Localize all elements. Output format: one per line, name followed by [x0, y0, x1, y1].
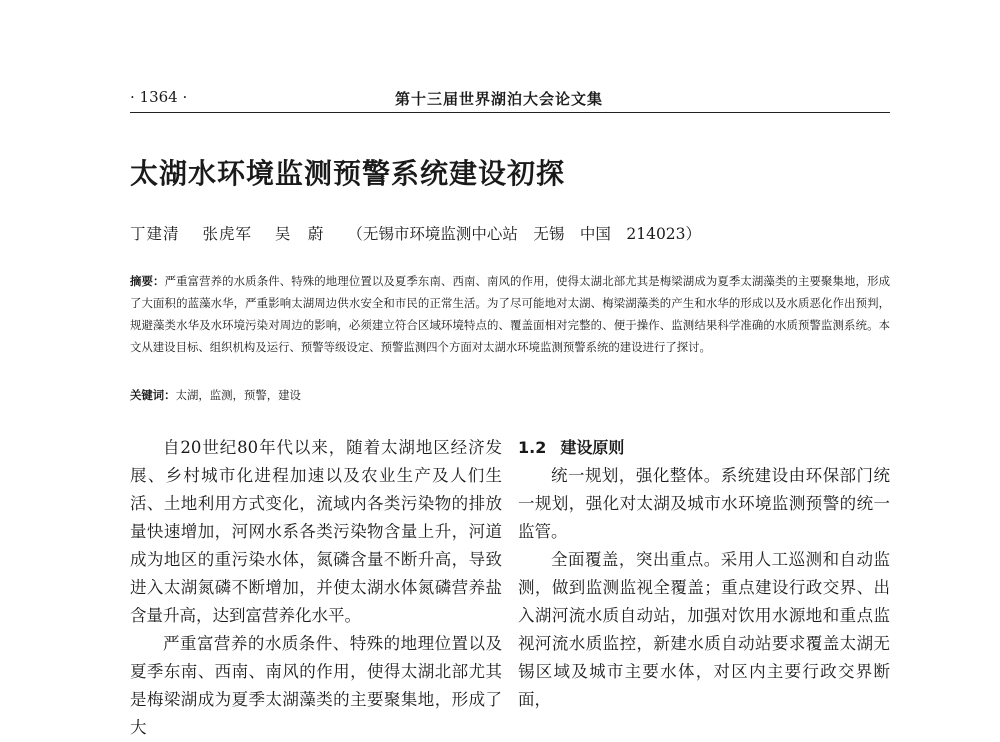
body-column-left — [130, 434, 502, 742]
section-number: 1.2 — [518, 438, 547, 457]
body-paragraph: 统一规划，强化整体。系统建设由环保部门统一规划，强化对太湖及城市水环境监测预警的统一监管。 — [518, 466, 890, 541]
abstract — [130, 270, 890, 358]
body-paragraph: 严重富营养的水质条件、特殊的地理位置以及夏季东南、西南、南风的作用，使得太湖北部尤其是梅梁湖成为夏季太湖藻类的主要聚集地，形成了大 — [130, 634, 502, 737]
keywords — [130, 385, 890, 405]
body-paragraph: 全面覆盖，突出重点。采用人工巡测和自动监测，做到监测监视全覆盖；重点建设行政交界、出入湖河流水质自动站，加强对饮用水源地和重点监视河流水质监控，新建水质自动站要求覆盖太湖无锡区域及城市主要水体，对区内主要行政交界断面， — [518, 550, 890, 709]
section-heading — [518, 434, 890, 462]
author-affiliation: （无锡市环境监测中心站 无锡 中国 214023） — [347, 225, 702, 243]
author-name: 吴 蔚 — [274, 225, 325, 243]
keywords-text: 太湖，监测，预警，建设 — [175, 388, 301, 402]
abstract-text: 严重富营养的水质条件、特殊的地理位置以及夏季东南、西南、南风的作用，使得太湖北部尤其是梅梁湖成为夏季太湖藻类的主要聚集地，形成了大面积的蓝藻水华，严重影响太湖周边供水安全和市民的正常生活。为了尽可能地对太湖、梅梁湖藻类的产生和水华的形成以及水质恶化作出预判，规避藻类水华及水环境污染对周边的影响，必须建立符合区域环境特点的、覆盖面相对完整的、便于操作、监测结果科学准确的水质预警监测系统。本文从建设目标、组织机构及运行、预警等级设定、预警监测四个方面对太湖水环境监测预警系统的建设进行了探讨。 — [130, 274, 890, 354]
header-rule — [130, 112, 890, 113]
author-name: 丁建清 — [130, 225, 180, 243]
running-head: 第十三届世界湖泊大会论文集 — [395, 90, 604, 108]
page-number: · 1364 · — [130, 88, 188, 106]
keywords-label: 关键词： — [130, 388, 176, 402]
author-line — [130, 222, 701, 244]
body-paragraph: 自20世纪80年代以来，随着太湖地区经济发展、乡村城市化进程加速以及农业生产及人们生活、土地利用方式变化，流域内各类污染物的排放量快速增加，河网水系各类污染物含量上升，河道成为地区的重污染水体，氮磷含量不断升高，导致进入太湖氮磷不断增加，并使太湖水体氮磷营养盐含量升高，达到富营养化水平。 — [130, 438, 502, 625]
author-name: 张虎军 — [202, 225, 252, 243]
section-title: 建设原则 — [560, 438, 625, 457]
body-column-right — [518, 434, 890, 714]
abstract-label: 摘要： — [130, 274, 165, 288]
article-title: 太湖水环境监测预警系统建设初探 — [130, 157, 566, 190]
